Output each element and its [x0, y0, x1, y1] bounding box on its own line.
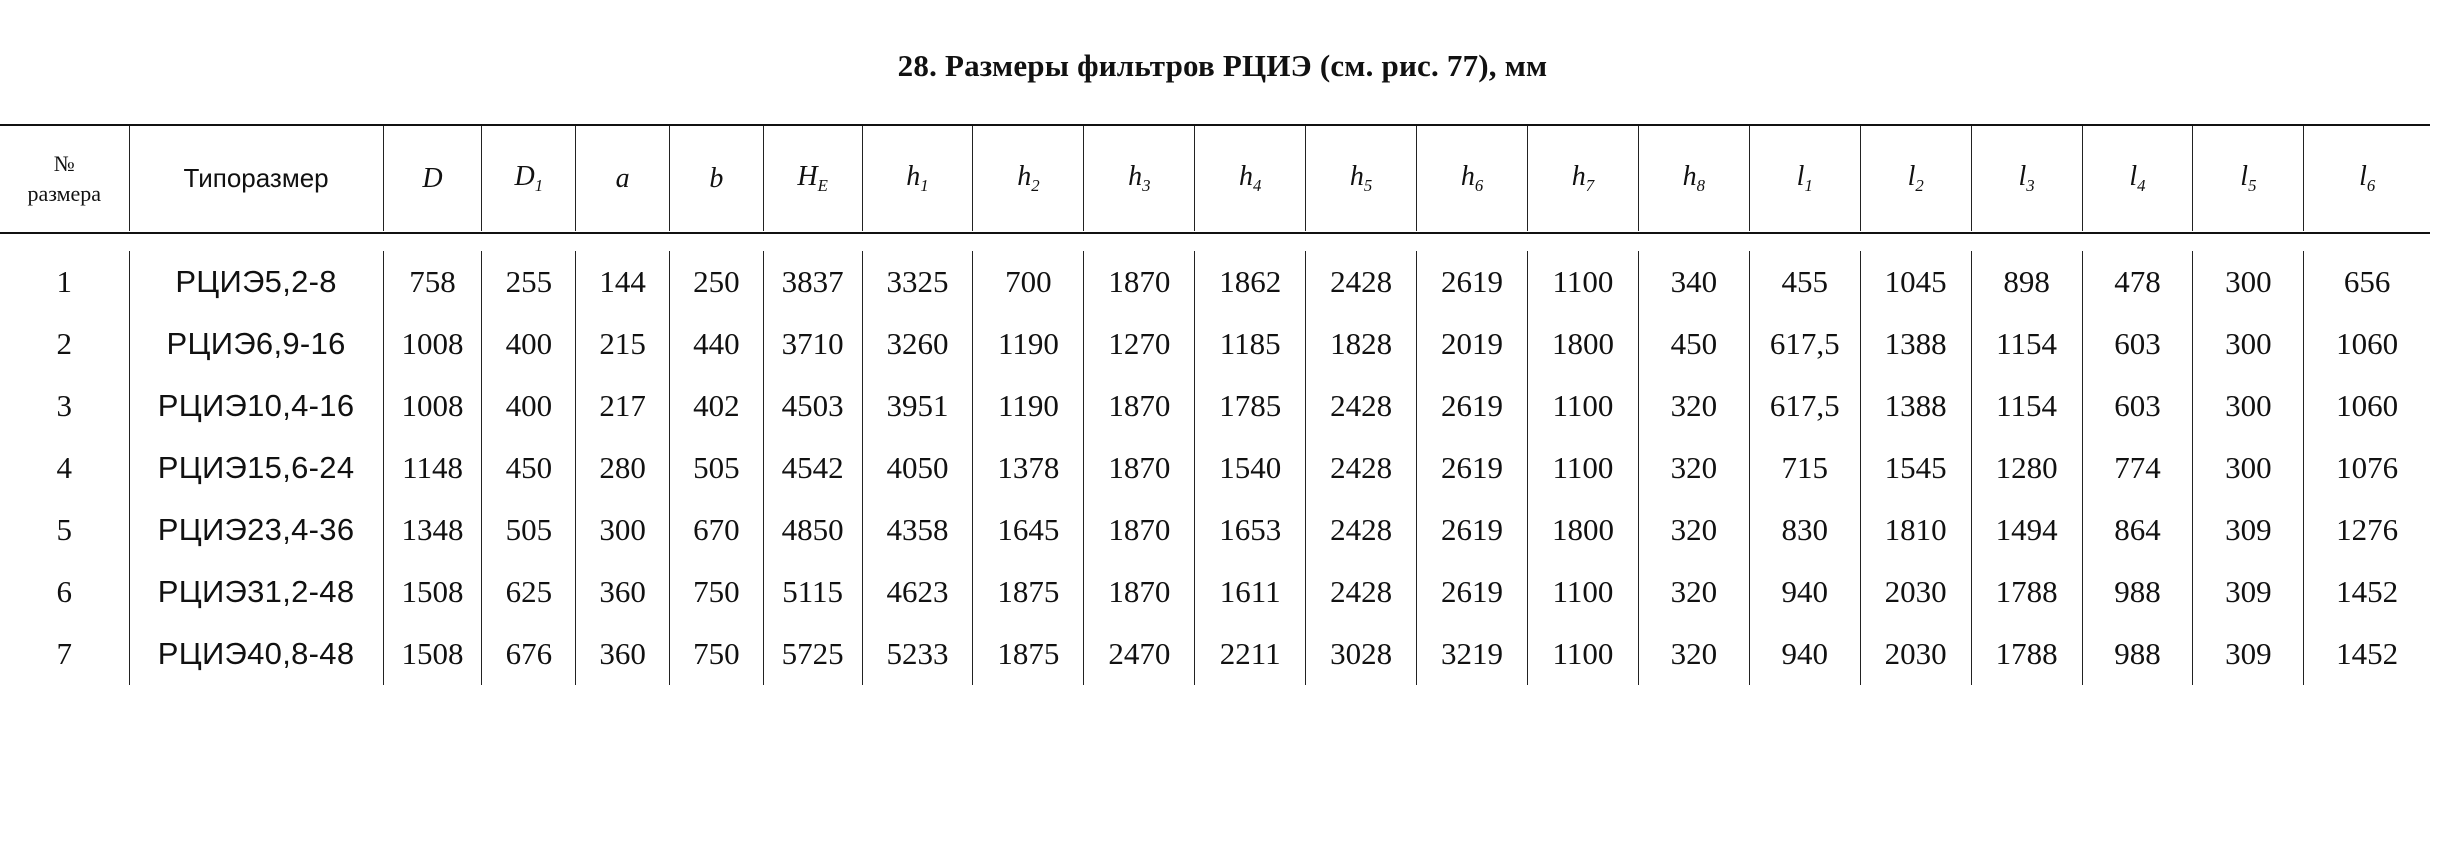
value-cell: 4503 — [763, 375, 862, 437]
size-number-cell: 4 — [56, 450, 73, 485]
value-cell: 1875 — [973, 623, 1084, 685]
value-cell: 400 — [482, 313, 576, 375]
column-symbol: h — [1128, 161, 1143, 193]
column-subscript: Е — [817, 175, 828, 195]
value-cell: 750 — [669, 623, 763, 685]
column-header — [1195, 126, 1306, 231]
value-cell: 603 — [2082, 313, 2193, 375]
value-cell: 400 — [482, 375, 576, 437]
value-cell: 1100 — [1527, 623, 1638, 685]
value-cell: 2211 — [1195, 623, 1306, 685]
value-cell: 255 — [482, 251, 576, 313]
column-subscript: 4 — [1253, 175, 1262, 195]
type-size-cell: РЦИЭ31,2-48 — [129, 561, 383, 623]
value-cell: 320 — [1638, 623, 1749, 685]
table-row — [0, 623, 2430, 685]
column-symbol: l — [1796, 161, 1805, 193]
value-cell: 300 — [2193, 375, 2304, 437]
value-cell: 1452 — [2304, 561, 2430, 623]
column-header — [973, 126, 1084, 231]
column-header — [1417, 126, 1528, 231]
table-row — [0, 561, 2430, 623]
value-cell: 656 — [2304, 251, 2430, 313]
value-cell: 2428 — [1306, 375, 1417, 437]
column-subscript: 3 — [2026, 175, 2035, 195]
column-symbol: a — [615, 162, 630, 194]
value-cell: 617,5 — [1749, 313, 1860, 375]
value-cell: 3837 — [763, 251, 862, 313]
column-header — [576, 126, 670, 231]
value-cell: 2619 — [1417, 375, 1528, 437]
size-number-header-line2: размера — [27, 180, 102, 206]
value-cell: 1154 — [1971, 375, 2082, 437]
value-cell: 750 — [669, 561, 763, 623]
value-cell: 5115 — [763, 561, 862, 623]
value-cell: 1870 — [1084, 561, 1195, 623]
value-cell: 1388 — [1860, 375, 1971, 437]
value-cell: 300 — [2193, 437, 2304, 499]
value-cell: 670 — [669, 499, 763, 561]
column-symbol: l — [1907, 161, 1916, 193]
table-row — [0, 313, 2430, 375]
value-cell: 3951 — [862, 375, 973, 437]
column-symbol: h — [1239, 161, 1254, 193]
size-number-cell: 5 — [56, 512, 73, 547]
value-cell: 440 — [669, 313, 763, 375]
value-cell: 505 — [669, 437, 763, 499]
value-cell: 505 — [482, 499, 576, 561]
size-number-cell: 1 — [56, 264, 73, 299]
value-cell: 1190 — [973, 313, 1084, 375]
value-cell: 2619 — [1417, 561, 1528, 623]
value-cell: 250 — [669, 251, 763, 313]
value-cell: 300 — [2193, 313, 2304, 375]
type-size-cell: РЦИЭ15,6-24 — [129, 437, 383, 499]
value-cell: 1100 — [1527, 437, 1638, 499]
filter-dimensions-table — [0, 126, 2430, 685]
size-number-header — [0, 126, 129, 231]
column-subscript: 7 — [1585, 175, 1595, 195]
value-cell: 625 — [482, 561, 576, 623]
value-cell: 215 — [576, 313, 670, 375]
column-symbol: h — [1349, 161, 1364, 193]
table-title: 28. Размеры фильтров РЦИЭ (см. рис. 77), мм — [897, 48, 1548, 83]
value-cell: 4050 — [862, 437, 973, 499]
value-cell: 1276 — [2304, 499, 2430, 561]
type-size-cell: РЦИЭ6,9-16 — [129, 313, 383, 375]
value-cell: 898 — [1971, 251, 2082, 313]
column-header — [1084, 126, 1195, 231]
value-cell: 1154 — [1971, 313, 2082, 375]
value-cell: 1280 — [1971, 437, 2082, 499]
value-cell: 4542 — [763, 437, 862, 499]
table-body — [0, 231, 2430, 685]
value-cell: 1388 — [1860, 313, 1971, 375]
column-subscript: 5 — [2248, 175, 2257, 195]
column-symbol: l — [2240, 161, 2249, 193]
column-header — [2304, 126, 2430, 231]
column-subscript: 2 — [1915, 175, 1924, 195]
column-subscript: 4 — [2137, 175, 2146, 195]
value-cell: 455 — [1749, 251, 1860, 313]
column-header — [2193, 126, 2304, 231]
value-cell: 360 — [576, 623, 670, 685]
value-cell: 5233 — [862, 623, 973, 685]
column-symbol: l — [2359, 161, 2367, 193]
value-cell: 1008 — [383, 313, 482, 375]
value-cell: 864 — [2082, 499, 2193, 561]
column-symbol: b — [709, 162, 724, 194]
value-cell: 300 — [2193, 251, 2304, 313]
column-header — [1749, 126, 1860, 231]
value-cell: 1653 — [1195, 499, 1306, 561]
value-cell: 1185 — [1195, 313, 1306, 375]
value-cell: 1788 — [1971, 561, 2082, 623]
type-size-header: Типоразмер — [129, 126, 383, 231]
value-cell: 1008 — [383, 375, 482, 437]
column-subscript: 1 — [920, 175, 929, 195]
value-cell: 1076 — [2304, 437, 2430, 499]
value-cell: 1100 — [1527, 375, 1638, 437]
value-cell: 2470 — [1084, 623, 1195, 685]
table-row — [0, 499, 2430, 561]
column-symbol: D — [422, 162, 443, 194]
value-cell: 3219 — [1417, 623, 1528, 685]
column-subscript: 3 — [1142, 175, 1151, 195]
value-cell: 309 — [2193, 499, 2304, 561]
value-cell: 2428 — [1306, 437, 1417, 499]
value-cell: 309 — [2193, 561, 2304, 623]
column-subscript: 1 — [534, 175, 544, 195]
value-cell: 360 — [576, 561, 670, 623]
table-row — [0, 437, 2430, 499]
column-symbol: h — [906, 161, 921, 193]
column-header — [1638, 126, 1749, 231]
value-cell: 2030 — [1860, 623, 1971, 685]
size-number-cell: 2 — [56, 326, 73, 361]
value-cell: 320 — [1638, 561, 1749, 623]
value-cell: 1045 — [1860, 251, 1971, 313]
column-symbol: l — [2018, 161, 2027, 193]
value-cell: 320 — [1638, 375, 1749, 437]
value-cell: 1190 — [973, 375, 1084, 437]
column-header — [1860, 126, 1971, 231]
value-cell: 603 — [2082, 375, 2193, 437]
value-cell: 1060 — [2304, 375, 2430, 437]
value-cell: 617,5 — [1749, 375, 1860, 437]
value-cell: 217 — [576, 375, 670, 437]
value-cell: 1270 — [1084, 313, 1195, 375]
column-symbol: l — [2129, 161, 2138, 193]
value-cell: 144 — [576, 251, 670, 313]
value-cell: 450 — [1638, 313, 1749, 375]
type-size-cell: РЦИЭ40,8-48 — [129, 623, 383, 685]
column-header — [669, 126, 763, 231]
value-cell: 988 — [2082, 561, 2193, 623]
table-row — [0, 375, 2430, 437]
value-cell: 1788 — [1971, 623, 2082, 685]
value-cell: 1862 — [1195, 251, 1306, 313]
value-cell: 280 — [576, 437, 670, 499]
value-cell: 2428 — [1306, 499, 1417, 561]
value-cell: 2619 — [1417, 251, 1528, 313]
value-cell: 300 — [576, 499, 670, 561]
value-cell: 1875 — [973, 561, 1084, 623]
column-subscript: 5 — [1363, 175, 1373, 195]
column-symbol: h — [1571, 161, 1586, 193]
value-cell: 940 — [1749, 561, 1860, 623]
column-subscript: 2 — [1031, 175, 1040, 195]
value-cell: 3260 — [862, 313, 973, 375]
value-cell: 1870 — [1084, 251, 1195, 313]
value-cell: 1800 — [1527, 499, 1638, 561]
value-cell: 1148 — [383, 437, 482, 499]
size-number-cell: 3 — [56, 388, 73, 423]
value-cell: 402 — [669, 375, 763, 437]
column-header — [482, 126, 576, 231]
column-symbol: H — [797, 161, 818, 193]
column-header — [1971, 126, 2082, 231]
value-cell: 1828 — [1306, 313, 1417, 375]
value-cell: 1870 — [1084, 437, 1195, 499]
value-cell: 1785 — [1195, 375, 1306, 437]
column-header — [2082, 126, 2193, 231]
size-number-cell: 6 — [56, 574, 73, 609]
column-symbol: h — [1682, 161, 1697, 193]
column-subscript: 1 — [1804, 175, 1813, 195]
column-header — [1306, 126, 1417, 231]
value-cell: 2428 — [1306, 561, 1417, 623]
value-cell: 3710 — [763, 313, 862, 375]
value-cell: 715 — [1749, 437, 1860, 499]
value-cell: 1645 — [973, 499, 1084, 561]
value-cell: 1870 — [1084, 499, 1195, 561]
value-cell: 940 — [1749, 623, 1860, 685]
value-cell: 676 — [482, 623, 576, 685]
value-cell: 774 — [2082, 437, 2193, 499]
value-cell: 309 — [2193, 623, 2304, 685]
value-cell: 1100 — [1527, 561, 1638, 623]
value-cell: 988 — [2082, 623, 2193, 685]
table-row — [0, 251, 2430, 313]
header-row — [0, 126, 2430, 231]
column-header — [763, 126, 862, 231]
body-spacer — [0, 231, 2430, 251]
column-header — [862, 126, 973, 231]
value-cell: 700 — [973, 251, 1084, 313]
value-cell: 1348 — [383, 499, 482, 561]
value-cell: 320 — [1638, 499, 1749, 561]
value-cell: 1611 — [1195, 561, 1306, 623]
column-symbol: D — [514, 161, 535, 193]
column-symbol: h — [1017, 161, 1032, 193]
size-number-cell: 7 — [56, 636, 73, 671]
value-cell: 2619 — [1417, 499, 1528, 561]
value-cell: 1060 — [2304, 313, 2430, 375]
type-size-cell: РЦИЭ5,2-8 — [129, 251, 383, 313]
value-cell: 4850 — [763, 499, 862, 561]
value-cell: 1540 — [1195, 437, 1306, 499]
value-cell: 1545 — [1860, 437, 1971, 499]
value-cell: 2619 — [1417, 437, 1528, 499]
value-cell: 2030 — [1860, 561, 1971, 623]
value-cell: 1800 — [1527, 313, 1638, 375]
column-subscript: 6 — [1474, 175, 1484, 195]
value-cell: 5725 — [763, 623, 862, 685]
value-cell: 340 — [1638, 251, 1749, 313]
value-cell: 4623 — [862, 561, 973, 623]
value-cell: 2019 — [1417, 313, 1528, 375]
value-cell: 1100 — [1527, 251, 1638, 313]
value-cell: 1870 — [1084, 375, 1195, 437]
value-cell: 450 — [482, 437, 576, 499]
value-cell: 1452 — [2304, 623, 2430, 685]
column-header — [383, 126, 482, 231]
type-size-cell: РЦИЭ10,4-16 — [129, 375, 383, 437]
column-subscript: 6 — [2366, 175, 2376, 195]
value-cell: 3325 — [862, 251, 973, 313]
value-cell: 3028 — [1306, 623, 1417, 685]
column-header — [1527, 126, 1638, 231]
value-cell: 320 — [1638, 437, 1749, 499]
value-cell: 1508 — [383, 623, 482, 685]
value-cell: 1494 — [1971, 499, 2082, 561]
column-subscript: 8 — [1696, 175, 1706, 195]
value-cell: 2428 — [1306, 251, 1417, 313]
value-cell: 758 — [383, 251, 482, 313]
value-cell: 1378 — [973, 437, 1084, 499]
value-cell: 1508 — [383, 561, 482, 623]
column-symbol: h — [1460, 161, 1475, 193]
value-cell: 1810 — [1860, 499, 1971, 561]
size-number-header-line1: № — [53, 150, 75, 176]
type-size-cell: РЦИЭ23,4-36 — [129, 499, 383, 561]
value-cell: 478 — [2082, 251, 2193, 313]
value-cell: 4358 — [862, 499, 973, 561]
value-cell: 830 — [1749, 499, 1860, 561]
